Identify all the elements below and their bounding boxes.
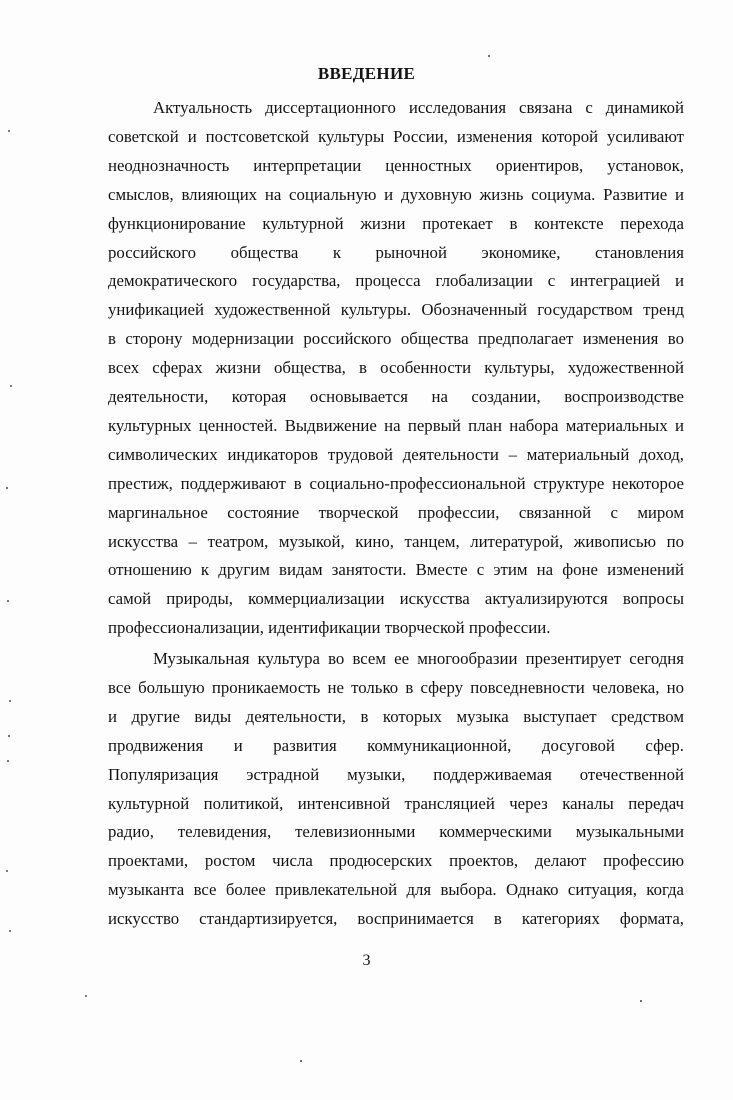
- text-line: профессионализации, идентификации творческой профессии.: [108, 618, 551, 638]
- text-line: Музыкальная культура во всем ее многообразии презентирует сегодня: [153, 649, 684, 668]
- text-line: культурной политикой, интенсивной трансляцией через каналы передач: [108, 793, 684, 813]
- text-line: советской и постсоветской культуры России, изменения которой усиливают: [108, 126, 684, 146]
- scan-speck: [10, 385, 12, 387]
- text-line: символических индикаторов трудовой деятельности – материальный доход,: [108, 444, 684, 464]
- scan-speck: [7, 760, 9, 762]
- text-line: Популяризация эстрадной музыки, поддерживаемая отечественной: [108, 764, 684, 784]
- scan-speck: [85, 995, 87, 997]
- text-line: и другие виды деятельности, в которых музыка выступает средством: [108, 706, 684, 726]
- text-line: все большую проникаемость не только в сферу повседневности человека, но: [108, 677, 684, 697]
- text-line: функционирование культурной жизни протекает в контексте перехода: [108, 213, 684, 233]
- text-line: музыканта все более привлекательной для выбора. Однако ситуация, когда: [108, 880, 684, 900]
- scan-speck: [300, 1060, 302, 1062]
- text-line: отношению к другим видам занятости. Вместе с этим на фоне изменений: [108, 560, 684, 580]
- text-line: смыслов, влияющих на социальную и духовную жизнь социума. Развитие и: [108, 184, 684, 204]
- scan-speck: [8, 130, 10, 132]
- text-line: проектами, ростом числа продюсерских проектов, делают профессию: [108, 851, 684, 871]
- text-line: Актуальность диссертационного исследования связана с динамикой: [153, 98, 684, 117]
- text-line: продвижения и развития коммуникационной, досуговой сфер.: [108, 735, 684, 755]
- scan-speck: [9, 930, 11, 932]
- scan-speck: [7, 600, 9, 602]
- scan-speck: [488, 55, 490, 57]
- scan-speck: [6, 870, 8, 872]
- text-line: культурных ценностей. Выдвижение на первый план набора материальных и: [108, 415, 684, 435]
- text-line: неоднозначность интерпретации ценностных ориентиров, установок,: [108, 155, 684, 175]
- scan-speck: [6, 487, 8, 489]
- scan-speck: [9, 700, 11, 702]
- text-line: унификацией художественной культуры. Обозначенный государством тренд: [108, 300, 684, 320]
- scan-speck: [8, 735, 10, 737]
- text-line: самой природы, коммерциализации искусства актуализируются вопросы: [108, 589, 684, 609]
- text-line: деятельности, которая основывается на создании, воспроизводстве: [108, 387, 684, 406]
- scan-speck: [640, 1000, 642, 1002]
- text-line: радио, телевидения, телевизионными коммерческими музыкальными: [108, 822, 684, 842]
- text-line: демократического государства, процесса глобализации с интеграцией и: [108, 271, 684, 291]
- text-line: в сторону модернизации российского общества предполагает изменения во: [108, 329, 684, 349]
- text-line: маргинальное состояние творческой профессии, связанной с миром: [108, 502, 684, 522]
- text-line: престиж, поддерживают в социально-профессиональной структуре некоторое: [108, 473, 684, 493]
- text-line: всех сферах жизни общества, в особенности культуры, художественной: [108, 358, 684, 378]
- page-number: 3: [362, 952, 371, 969]
- section-heading: ВВЕДЕНИЕ: [317, 64, 416, 83]
- text-line: российского общества к рыночной экономике, становления: [108, 242, 684, 262]
- text-line: искусство стандартизируется, воспринимается в категориях формата,: [108, 909, 684, 929]
- text-line: искусства – театром, музыкой, кино, танцем, литературой, живописью по: [108, 531, 684, 551]
